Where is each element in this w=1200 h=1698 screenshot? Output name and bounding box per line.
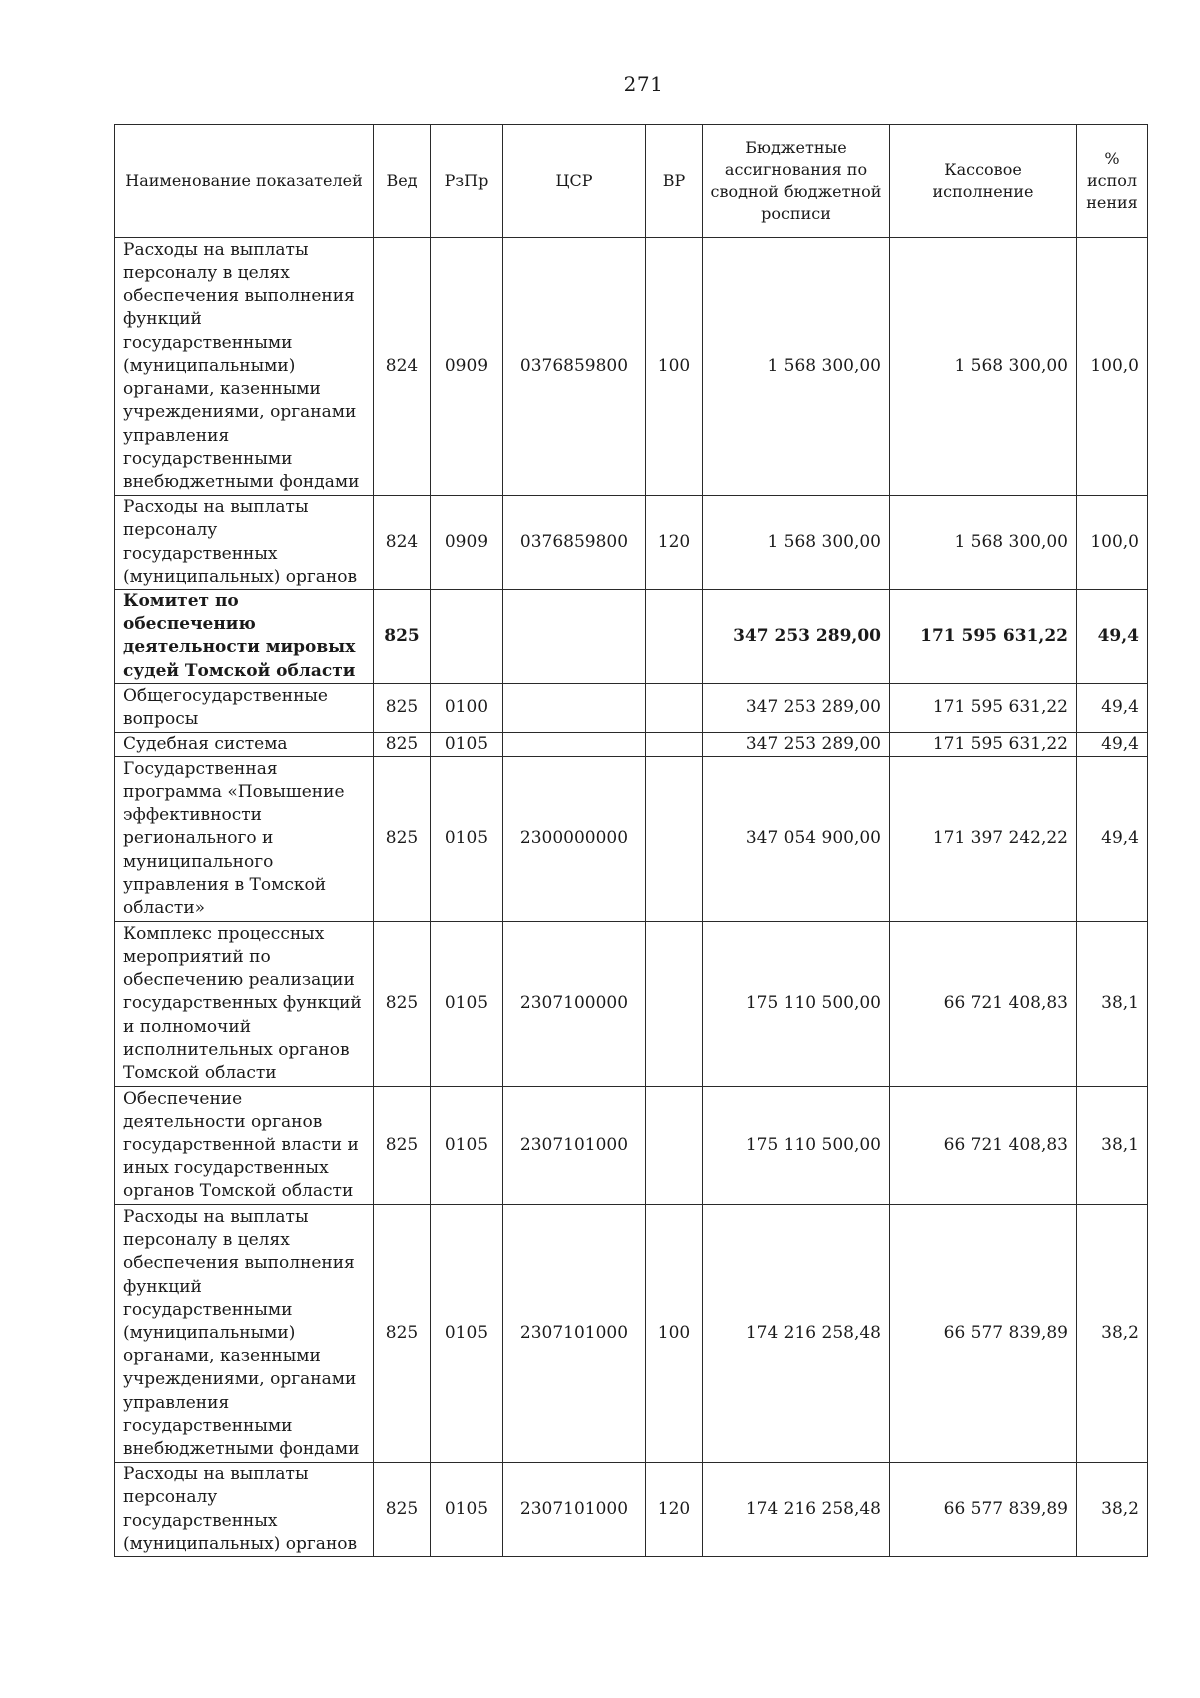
- row-percent: 100,0: [1077, 238, 1148, 496]
- page-number: 271: [623, 72, 664, 96]
- row-cash: 66 721 408,83: [890, 922, 1077, 1087]
- row-budget: 1 568 300,00: [703, 238, 890, 496]
- row-budget: 175 110 500,00: [703, 1087, 890, 1205]
- header-percent: % испол нения: [1077, 125, 1148, 238]
- row-percent: 38,1: [1077, 1087, 1148, 1205]
- header-ved: Вед: [374, 125, 431, 238]
- row-vr: [646, 922, 703, 1087]
- row-percent: 38,1: [1077, 922, 1148, 1087]
- row-name: Общегосударственные вопросы: [115, 683, 374, 732]
- row-rzpr: 0909: [431, 496, 503, 590]
- table-row: [115, 922, 1148, 1087]
- table-row: [115, 732, 1148, 756]
- row-name: Судебная система: [115, 732, 374, 756]
- row-rzpr: 0100: [431, 683, 503, 732]
- row-budget: 174 216 258,48: [703, 1463, 890, 1557]
- row-csr: 2307101000: [503, 1463, 646, 1557]
- row-name: Расходы на выплаты персоналу в целях обеспечения выполнения функций государственными (муниципальными) органами, казенными учреждениями, органами управления государственными внебюджетными фондами: [115, 238, 374, 496]
- row-csr: 2307101000: [503, 1087, 646, 1205]
- row-vr: 120: [646, 496, 703, 590]
- row-rzpr: 0105: [431, 922, 503, 1087]
- row-csr: 2307101000: [503, 1205, 646, 1463]
- row-name: Государственная программа «Повышение эффективности регионального и муниципального управления в Томской области»: [115, 757, 374, 922]
- row-ved: 825: [374, 732, 431, 756]
- row-budget: 174 216 258,48: [703, 1205, 890, 1463]
- row-budget: 347 253 289,00: [703, 590, 890, 684]
- table-row: [115, 1087, 1148, 1205]
- header-rzpr: РзПр: [431, 125, 503, 238]
- row-name: Обеспечение деятельности органов государственной власти и иных государственных органов Томской области: [115, 1087, 374, 1205]
- row-csr: 0376859800: [503, 238, 646, 496]
- row-ved: 825: [374, 683, 431, 732]
- row-budget: 1 568 300,00: [703, 496, 890, 590]
- row-name: Расходы на выплаты персоналу государственных (муниципальных) органов: [115, 1463, 374, 1557]
- row-percent: 49,4: [1077, 683, 1148, 732]
- row-cash: 66 577 839,89: [890, 1463, 1077, 1557]
- row-cash: 171 595 631,22: [890, 683, 1077, 732]
- row-vr: [646, 757, 703, 922]
- table-row: [115, 1205, 1148, 1463]
- table-header-row: [115, 125, 1148, 238]
- row-rzpr: 0105: [431, 1205, 503, 1463]
- table-row: [115, 590, 1148, 684]
- row-rzpr: 0105: [431, 757, 503, 922]
- row-ved: 825: [374, 1087, 431, 1205]
- row-percent: 49,4: [1077, 732, 1148, 756]
- row-vr: [646, 683, 703, 732]
- row-rzpr: 0909: [431, 238, 503, 496]
- row-ved: 824: [374, 238, 431, 496]
- row-vr: 120: [646, 1463, 703, 1557]
- row-ved: 825: [374, 757, 431, 922]
- row-cash: 171 595 631,22: [890, 590, 1077, 684]
- row-budget: 347 054 900,00: [703, 757, 890, 922]
- row-budget: 347 253 289,00: [703, 683, 890, 732]
- row-name: Расходы на выплаты персоналу государственных (муниципальных) органов: [115, 496, 374, 590]
- row-cash: 171 397 242,22: [890, 757, 1077, 922]
- row-vr: [646, 732, 703, 756]
- row-cash: 1 568 300,00: [890, 496, 1077, 590]
- row-vr: [646, 590, 703, 684]
- row-csr: 2307100000: [503, 922, 646, 1087]
- row-ved: 825: [374, 590, 431, 684]
- row-csr: [503, 683, 646, 732]
- row-rzpr: 0105: [431, 1463, 503, 1557]
- header-vr: ВР: [646, 125, 703, 238]
- row-csr: [503, 732, 646, 756]
- row-percent: 100,0: [1077, 496, 1148, 590]
- table-row: [115, 683, 1148, 732]
- row-percent: 38,2: [1077, 1463, 1148, 1557]
- row-vr: [646, 1087, 703, 1205]
- row-cash: 1 568 300,00: [890, 238, 1077, 496]
- table-row: [115, 496, 1148, 590]
- row-percent: 49,4: [1077, 757, 1148, 922]
- budget-execution-table: [114, 124, 1148, 1557]
- row-ved: 825: [374, 1463, 431, 1557]
- header-name: Наименование показателей: [115, 125, 374, 238]
- row-cash: 66 721 408,83: [890, 1087, 1077, 1205]
- row-name: Расходы на выплаты персоналу в целях обеспечения выполнения функций государственными (муниципальными) органами, казенными учреждениями, органами управления государственными внебюджетными фондами: [115, 1205, 374, 1463]
- row-vr: 100: [646, 1205, 703, 1463]
- row-csr: 0376859800: [503, 496, 646, 590]
- row-budget: 347 253 289,00: [703, 732, 890, 756]
- row-name: Комплекс процессных мероприятий по обеспечению реализации государственных функций и полномочий исполнительных органов Томской области: [115, 922, 374, 1087]
- row-cash: 171 595 631,22: [890, 732, 1077, 756]
- row-vr: 100: [646, 238, 703, 496]
- row-rzpr: 0105: [431, 732, 503, 756]
- row-name: Комитет по обеспечению деятельности мировых судей Томской области: [115, 590, 374, 684]
- row-csr: 2300000000: [503, 757, 646, 922]
- row-cash: 66 577 839,89: [890, 1205, 1077, 1463]
- header-budget: Бюджетные ассигнования по сводной бюджетной росписи: [703, 125, 890, 238]
- row-ved: 825: [374, 922, 431, 1087]
- header-cash: Кассовое исполнение: [890, 125, 1077, 238]
- table-row: [115, 757, 1148, 922]
- row-percent: 38,2: [1077, 1205, 1148, 1463]
- row-csr: [503, 590, 646, 684]
- row-ved: 825: [374, 1205, 431, 1463]
- table-row: [115, 238, 1148, 496]
- row-budget: 175 110 500,00: [703, 922, 890, 1087]
- row-ved: 824: [374, 496, 431, 590]
- row-percent: 49,4: [1077, 590, 1148, 684]
- row-rzpr: 0105: [431, 1087, 503, 1205]
- row-rzpr: [431, 590, 503, 684]
- header-csr: ЦСР: [503, 125, 646, 238]
- table-row: [115, 1463, 1148, 1557]
